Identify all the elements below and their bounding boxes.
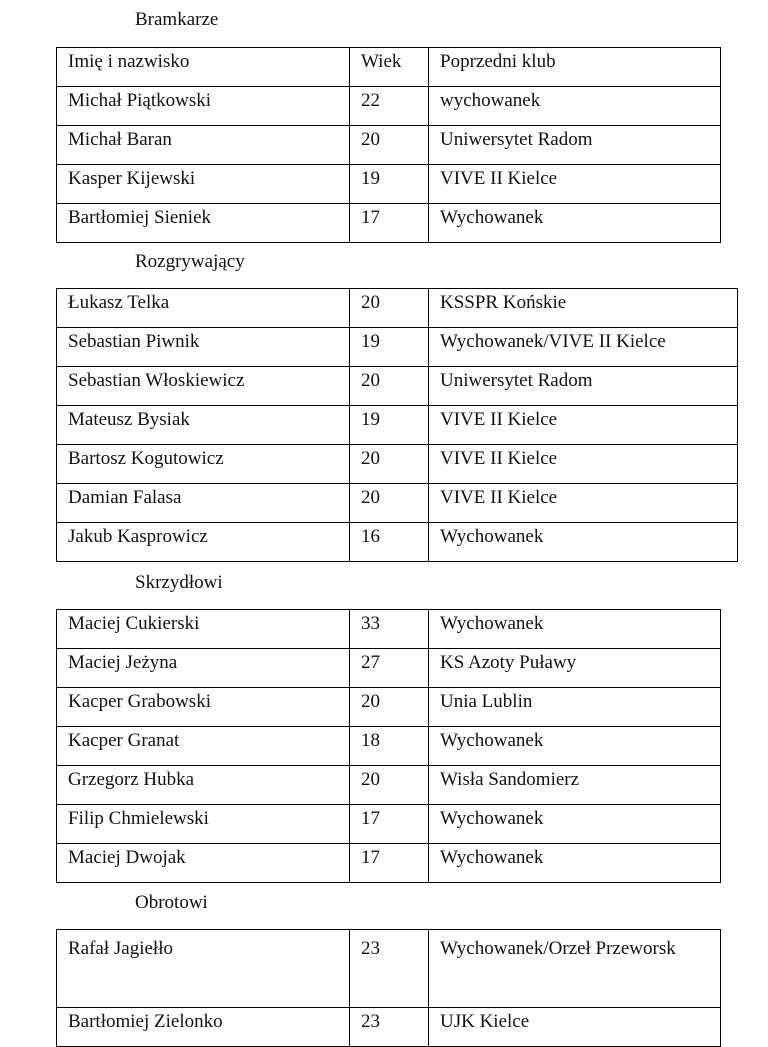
- player-club: Wychowanek: [429, 844, 721, 883]
- table-row: [57, 1008, 721, 1047]
- player-age: 20: [350, 484, 429, 523]
- player-name: Bartosz Kogutowicz: [57, 445, 350, 484]
- player-name: Rafał Jagiełło: [57, 930, 350, 1008]
- player-age: 18: [350, 727, 429, 766]
- player-club: VIVE II Kielce: [429, 445, 738, 484]
- player-club: Wychowanek/Orzeł Przeworsk: [429, 930, 721, 1008]
- player-age: 23: [350, 1008, 429, 1047]
- table-row: [57, 844, 721, 883]
- header-age: Wiek: [350, 48, 429, 87]
- player-age: 19: [350, 165, 429, 204]
- player-name: Bartłomiej Sieniek: [57, 204, 350, 243]
- player-age: 23: [350, 930, 429, 1008]
- table-row: [57, 204, 721, 243]
- table-row: [57, 445, 738, 484]
- player-club: Wychowanek: [429, 610, 721, 649]
- table-row: [57, 289, 738, 328]
- player-club: Unia Lublin: [429, 688, 721, 727]
- player-club: KSSPR Końskie: [429, 289, 738, 328]
- player-age: 20: [350, 289, 429, 328]
- player-club: Uniwersytet Radom: [429, 126, 721, 165]
- player-name: Michał Baran: [57, 126, 350, 165]
- player-club: UJK Kielce: [429, 1008, 721, 1047]
- player-name: Jakub Kasprowicz: [57, 523, 350, 562]
- player-age: 20: [350, 766, 429, 805]
- table-row: [57, 805, 721, 844]
- player-age: 22: [350, 87, 429, 126]
- player-club: Wychowanek: [429, 204, 721, 243]
- table-row: [57, 727, 721, 766]
- player-name: Sebastian Piwnik: [57, 328, 350, 367]
- section-label-rozgrywajacy: Rozgrywający: [135, 251, 245, 272]
- wingers-table: [56, 609, 721, 883]
- player-name: Sebastian Włoskiewicz: [57, 367, 350, 406]
- player-club: Wychowanek/VIVE II Kielce: [429, 328, 738, 367]
- player-age: 19: [350, 406, 429, 445]
- player-age: 20: [350, 688, 429, 727]
- player-name: Grzegorz Hubka: [57, 766, 350, 805]
- player-name: Bartłomiej Zielonko: [57, 1008, 350, 1047]
- table-row: [57, 610, 721, 649]
- table-row: [57, 484, 738, 523]
- table-row: [57, 406, 738, 445]
- goalkeepers-table: [56, 47, 721, 243]
- player-name: Maciej Jeżyna: [57, 649, 350, 688]
- player-name: Kasper Kijewski: [57, 165, 350, 204]
- table-row: [57, 328, 738, 367]
- player-name: Michał Piątkowski: [57, 87, 350, 126]
- section-label-skrzydlowi: Skrzydłowi: [135, 572, 223, 593]
- table-row: [57, 367, 738, 406]
- player-name: Damian Falasa: [57, 484, 350, 523]
- player-club: Wychowanek: [429, 523, 738, 562]
- player-club: VIVE II Kielce: [429, 406, 738, 445]
- player-name: Kacper Granat: [57, 727, 350, 766]
- table-row: [57, 165, 721, 204]
- player-age: 17: [350, 805, 429, 844]
- player-name: Mateusz Bysiak: [57, 406, 350, 445]
- player-club: KS Azoty Puławy: [429, 649, 721, 688]
- playmakers-table: [56, 288, 738, 562]
- player-age: 27: [350, 649, 429, 688]
- player-age: 17: [350, 844, 429, 883]
- player-name: Filip Chmielewski: [57, 805, 350, 844]
- player-club: VIVE II Kielce: [429, 484, 738, 523]
- player-name: Maciej Cukierski: [57, 610, 350, 649]
- player-age: 20: [350, 367, 429, 406]
- table-row: [57, 87, 721, 126]
- section-label-bramkarze: Bramkarze: [135, 9, 219, 30]
- table-row: [57, 688, 721, 727]
- player-age: 16: [350, 523, 429, 562]
- player-name: Maciej Dwojak: [57, 844, 350, 883]
- pivots-table: [56, 929, 721, 1047]
- header-name: Imię i nazwisko: [57, 48, 350, 87]
- player-club: Wychowanek: [429, 727, 721, 766]
- player-age: 20: [350, 445, 429, 484]
- player-age: 19: [350, 328, 429, 367]
- table-row: [57, 766, 721, 805]
- player-club: Wisła Sandomierz: [429, 766, 721, 805]
- table-row: [57, 126, 721, 165]
- table-header-row: [57, 48, 721, 87]
- player-age: 20: [350, 126, 429, 165]
- section-label-obrotowi: Obrotowi: [135, 892, 208, 913]
- player-club: Uniwersytet Radom: [429, 367, 738, 406]
- player-age: 17: [350, 204, 429, 243]
- table-row: [57, 930, 721, 1008]
- player-age: 33: [350, 610, 429, 649]
- player-name: Łukasz Telka: [57, 289, 350, 328]
- header-previous-club: Poprzedni klub: [429, 48, 721, 87]
- player-club: VIVE II Kielce: [429, 165, 721, 204]
- player-club: wychowanek: [429, 87, 721, 126]
- table-row: [57, 523, 738, 562]
- player-name: Kacper Grabowski: [57, 688, 350, 727]
- player-club: Wychowanek: [429, 805, 721, 844]
- table-row: [57, 649, 721, 688]
